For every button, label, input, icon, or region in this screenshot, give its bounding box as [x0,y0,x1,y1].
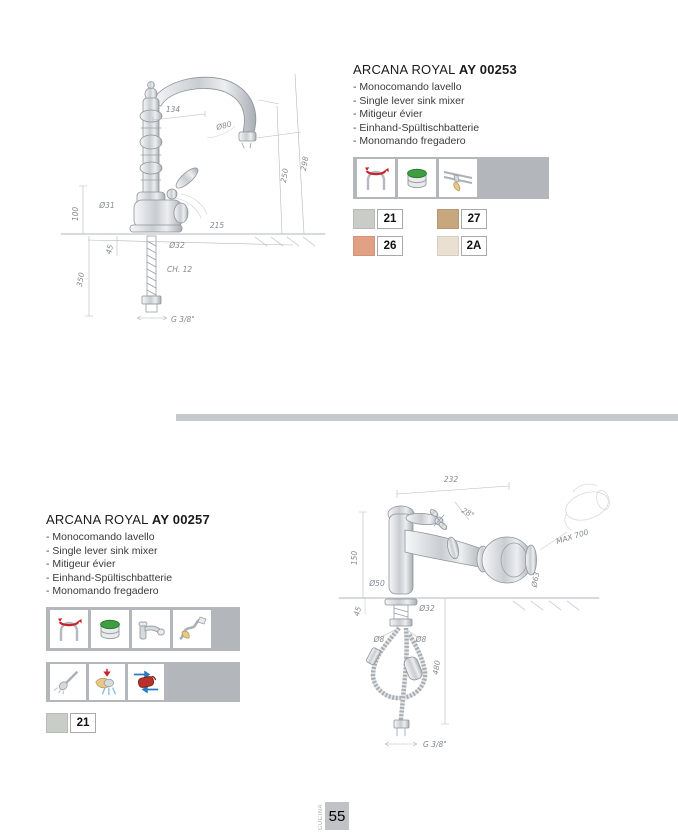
feature-item: - Monomando fregadero [46,585,159,597]
finish-code: 21 [70,713,96,733]
swivel-spout-icon [50,610,88,648]
dim-body-diameter: Ø31 [99,201,115,210]
finish-options [353,209,568,256]
finish-color [46,713,68,733]
dim-depth: 215 [209,221,225,230]
finish-color [353,209,375,229]
finish-color [437,209,459,229]
finish-swatch [46,713,130,733]
dim-body-height: 100 [71,206,80,222]
ceramic-cartridge-icon [398,159,436,197]
product-info-ay00257 [46,512,291,733]
flex-hose-icon [173,610,211,648]
feature-item: - Einhand-Spültischbatterie [46,571,173,584]
product-name: ARCANA ROYAL [353,62,456,77]
finish-swatch [437,236,521,256]
dim-deck-thickness: 45 [352,605,364,618]
dim-hole-diameter: Ø32 [419,604,435,613]
installation-fitting-icon [439,159,477,197]
feature-item: - Monocomando lavello [353,81,462,93]
product-title [46,512,291,527]
dim-base-diameter: Ø50 [369,579,385,588]
page-number: 55 [325,802,349,830]
finish-swatch [353,209,437,229]
dim-deck-thickness: 45 [104,243,116,256]
feature-item: - Mitigeur évier [46,558,116,570]
finish-swatch [353,236,437,256]
dim-height: 150 [350,550,359,566]
dim-wrench-size: CH. 12 [167,265,193,274]
feature-icon-strip [353,157,549,199]
flow-control-icon [128,664,164,700]
feature-item: - Monocomando lavello [46,531,155,543]
feature-list [353,81,568,149]
page-footer [318,802,349,830]
ceramic-cartridge-icon [91,610,129,648]
technical-drawing-ay00253 [55,48,355,348]
dim-hose-diameter: Ø8 [373,635,385,644]
dim-total-height: 298 [298,155,311,172]
finish-options [46,713,291,733]
finish-swatch [437,209,521,229]
product-name: ARCANA ROYAL [46,512,149,527]
finish-code: 21 [377,209,403,229]
dim-handle-angle: 28° [460,505,477,521]
finish-code: 27 [461,209,487,229]
feature-icon-strip-row2 [46,662,240,702]
dim-head-diameter: Ø63 [529,571,542,588]
finish-color [437,236,459,256]
dim-hole-diameter: Ø32 [169,241,185,250]
feature-item: - Monomando fregadero [353,135,466,147]
hand-spray-icon [89,664,125,700]
feature-icon-strip-row1 [46,607,240,651]
dim-hose-diameter: Ø8 [415,635,427,644]
feature-item: - Single lever sink mixer [46,544,158,557]
dim-spout-height: 250 [278,167,291,184]
dim-reach: 232 [443,475,459,484]
feature-list [46,531,291,599]
feature-item: - Mitigeur évier [353,108,423,120]
section-label: CUCINA [318,803,324,830]
product-code: AY 00253 [458,62,517,77]
finish-code: 26 [377,236,403,256]
swivel-spout-icon [357,159,395,197]
dim-shank-length: 350 [74,271,87,288]
dim-swivel-diameter: Ø80 [215,119,233,132]
product-title [353,62,568,77]
finish-code: 2A [461,236,487,256]
feature-item: - Einhand-Spültischbatterie [353,121,480,134]
feature-item: - Single lever sink mixer [353,94,465,107]
pullout-spray-icon [50,664,86,700]
technical-drawing-ay00257 [335,462,635,777]
dim-spout-reach: 134 [165,105,181,114]
finish-color [353,236,375,256]
dim-thread: G 3/8" [171,315,195,324]
product-code: AY 00257 [151,512,210,527]
section-divider [176,414,678,421]
mixer-profile-icon [132,610,170,648]
dim-thread: G 3/8" [423,740,447,749]
product-info-ay00253 [353,62,568,256]
dim-hose-length: 480 [430,659,443,676]
dim-hose-extraction: MAX 700 [554,527,590,546]
